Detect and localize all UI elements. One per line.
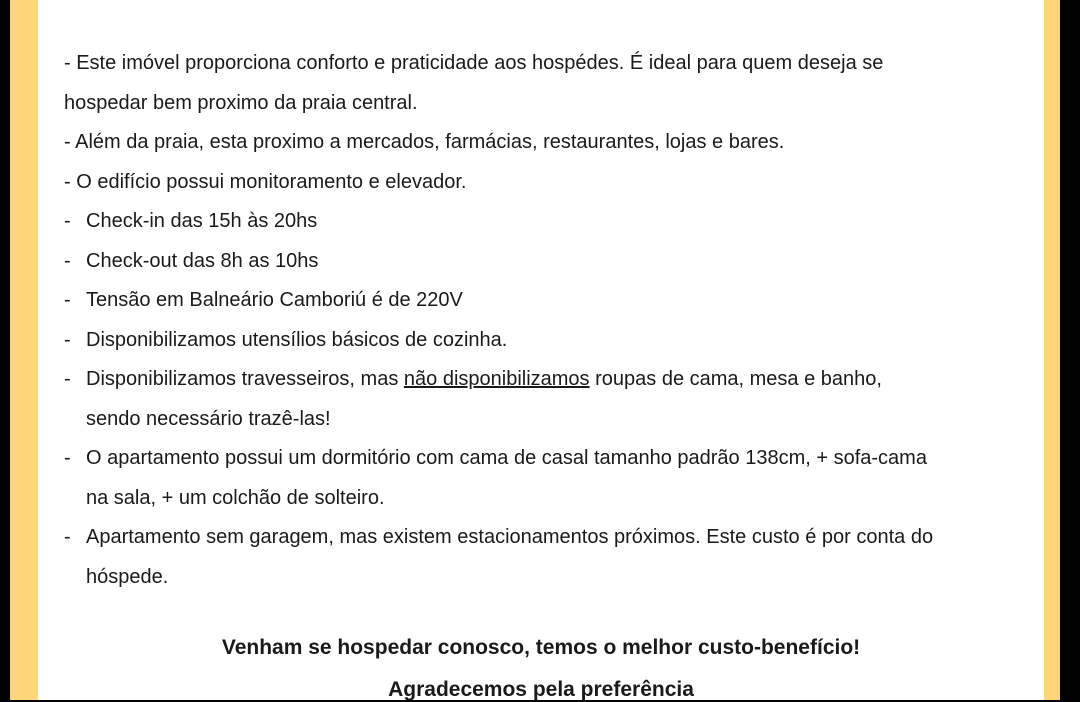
closing-thanks: Agradecemos pela preferência bbox=[388, 678, 694, 701]
utensilios-text: Disponibilizamos utensílios básicos de cozinha. bbox=[86, 328, 508, 351]
travesseiros-part-2: roupas de cama, mesa e banho, bbox=[589, 368, 882, 390]
intro-line-2: hospedar bem proximo da praia central. bbox=[64, 91, 418, 114]
bullet-dash: - bbox=[64, 289, 71, 311]
intro-line-1: - Este imóvel proporciona conforto e praticidade aos hospédes. É ideal para quem deseja se bbox=[64, 52, 884, 74]
bullet-dash: - bbox=[64, 249, 71, 272]
travesseiros-text bbox=[86, 360, 1024, 400]
bullet-utensilios bbox=[64, 321, 1024, 361]
bullet-dash: - bbox=[64, 447, 71, 469]
bullet-travesseiros bbox=[64, 360, 1024, 439]
checkout-text: Check-out das 8h as 10hs bbox=[86, 249, 319, 272]
bullet-dash: - bbox=[64, 526, 71, 548]
travesseiros-part-3: sendo necessário trazê-las! bbox=[86, 407, 331, 430]
bullet-dash: - bbox=[64, 328, 71, 351]
bullet-checkin bbox=[64, 202, 1024, 242]
travesseiros-part-1: Disponibilizamos travesseiros, mas bbox=[86, 368, 404, 390]
bullet-garagem bbox=[64, 518, 1024, 597]
closing-headline: Venham se hospedar conosco, temos o melhor custo-benefício! bbox=[221, 636, 861, 659]
dormitorio-line-1: O apartamento possui um dormitório com cama de casal tamanho padrão 138cm, + sofa-cama bbox=[86, 447, 927, 469]
garagem-line-1: Apartamento sem garagem, mas existem estacionamentos próximos. Este custo é por conta do bbox=[86, 526, 934, 548]
intro-line-3: - Além da praia, esta proximo a mercados, farmácias, restaurantes, lojas e bares. bbox=[64, 131, 785, 153]
listing-description bbox=[64, 44, 1024, 597]
bullet-dash: - bbox=[64, 210, 71, 232]
bullet-checkout bbox=[64, 242, 1024, 282]
garagem-line-2: hóspede. bbox=[86, 565, 169, 588]
bullet-dormitorio bbox=[64, 439, 1024, 518]
travesseiros-underlined: não disponibilizamos bbox=[403, 368, 590, 390]
bullet-tensao bbox=[64, 281, 1024, 321]
checkin-text: Check-in das 15h às 20hs bbox=[86, 210, 318, 232]
intro-line-4: - O edifício possui monitoramento e elevador. bbox=[64, 170, 467, 193]
bullet-dash: - bbox=[64, 368, 71, 390]
dormitorio-line-2: na sala, + um colchão de solteiro. bbox=[86, 486, 385, 509]
tensao-text: Tensão em Balneário Camboriú é de 220V bbox=[86, 289, 463, 311]
